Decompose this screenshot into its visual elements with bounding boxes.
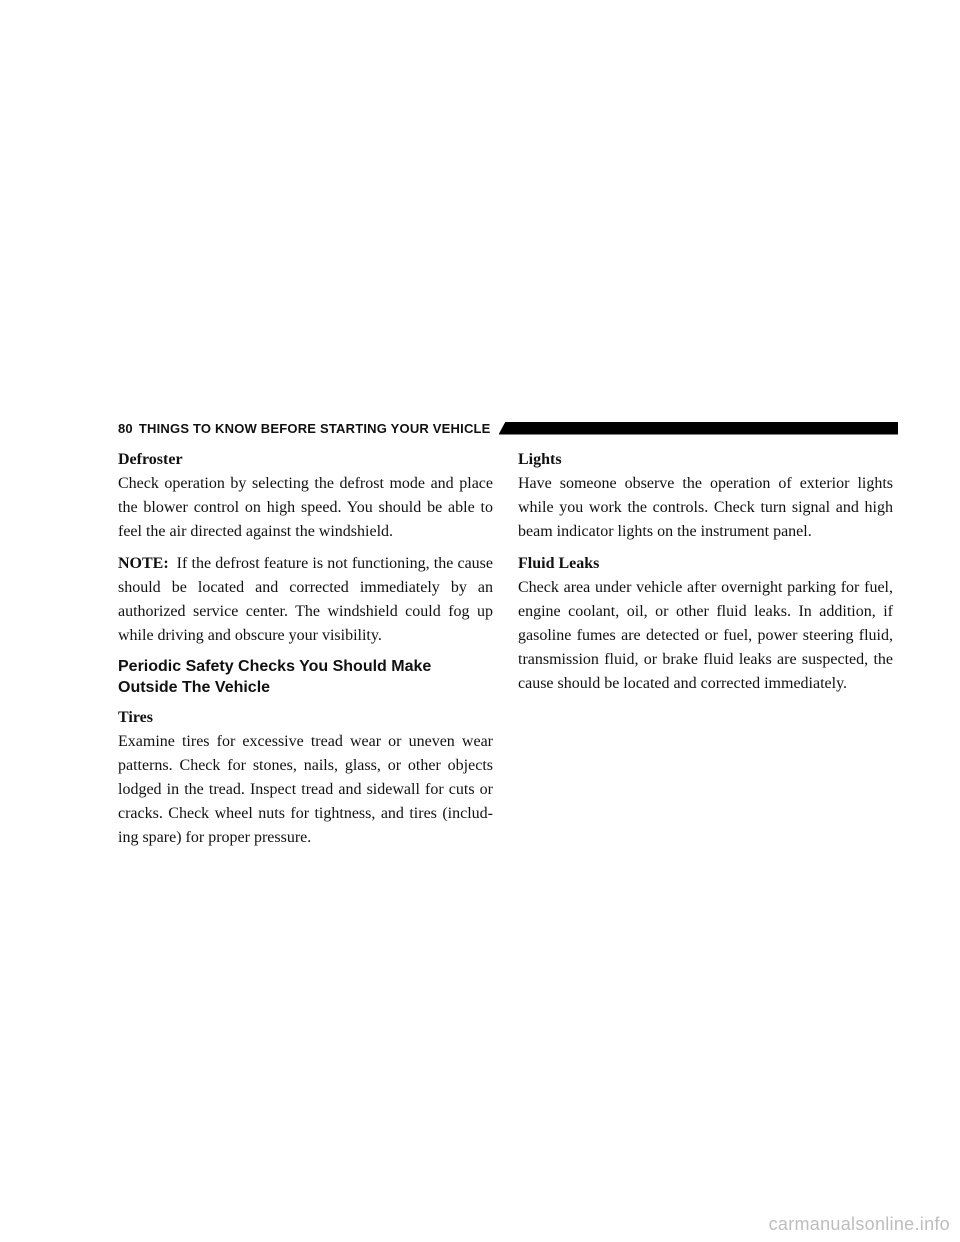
watermark: carmanualsonline.info (768, 1214, 950, 1234)
header-rule-bar (499, 422, 898, 435)
lights-heading: Lights (518, 451, 562, 468)
fluid-leaks-heading: Fluid Leaks (518, 555, 600, 572)
tires-paragraph: Examine tires for excessive tread wear or uneven wear patterns. Check for stones, nails, glass, or other objects lodged in the tread. Inspect tread and sidewall for cuts or cracks. Check wheel nuts for tightness, and tires (includ-ing spare) for proper pressure. (118, 733, 493, 846)
defroster-heading: Defroster (118, 451, 183, 468)
section-title: THINGS TO KNOW BEFORE STARTING YOUR VEHICLE (138, 420, 491, 436)
periodic-safety-checks-heading: Periodic Safety Checks You Should Make Outside The Vehicle (118, 658, 432, 696)
note-label: NOTE: (118, 555, 169, 572)
right-column (518, 448, 893, 704)
fluid-leaks-paragraph: Check area under vehicle after overnight parking for fuel, engine coolant, oil, or other fluid leaks. In addition, if gasoline fumes are detected or fuel, power steering fluid, transmission fluid, or brake fluid leaks are suspected, the cause should be located and corrected immediately. (518, 579, 893, 692)
page-header (118, 418, 898, 438)
page-number: 80 (118, 420, 133, 436)
note-paragraph (118, 552, 493, 648)
lights-paragraph: Have someone observe the operation of exterior lights while you work the controls. Check turn signal and high beam indicator lights on the instrument panel. (518, 475, 893, 540)
tires-heading: Tires (118, 709, 153, 726)
note-text: If the defrost feature is not functioning, the cause should be located and corrected immediately by an authorized service center. The windshield could fog up while driving and obscure your visibility. (118, 555, 493, 644)
left-column (118, 448, 493, 858)
defroster-paragraph: Check operation by selecting the defrost mode and place the blower control on high speed. You should be able to feel the air directed against the windshield. (118, 475, 493, 540)
